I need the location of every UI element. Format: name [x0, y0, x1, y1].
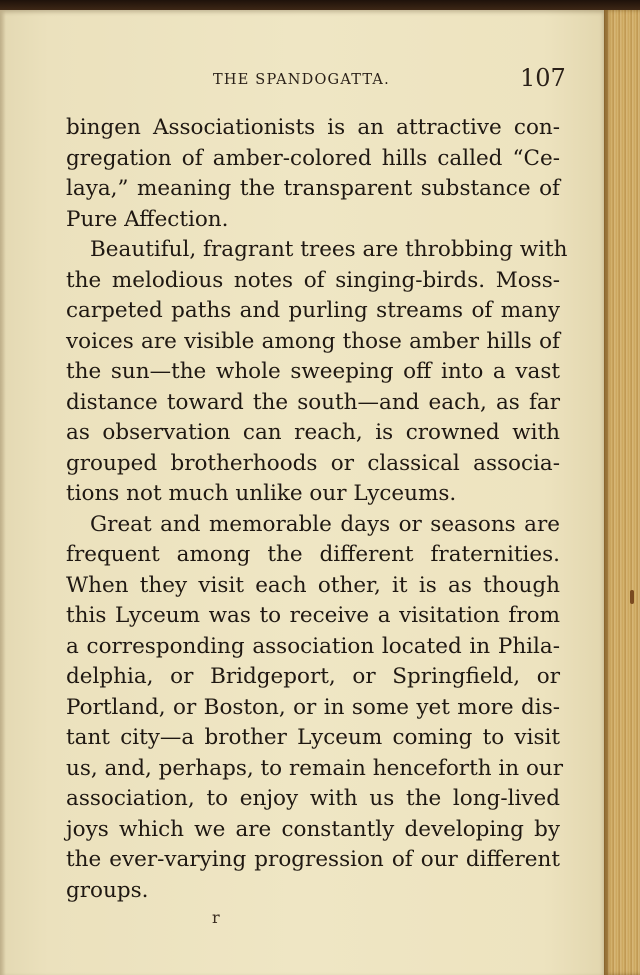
text-line: as observation can reach, is crowned with: [66, 420, 560, 445]
printer-mark: r: [212, 908, 220, 927]
text-line: voices are visible among those amber hills of: [66, 328, 560, 354]
text-line: tant city—a brother Lyceum coming to visit: [66, 725, 560, 750]
text-line: us, and, perhaps, to remain henceforth in our: [66, 755, 564, 781]
text-line: distance toward the south—and each, as far: [66, 389, 560, 415]
page-stack-shadow: [604, 10, 610, 975]
text-line: the ever-varying progression of our different: [66, 847, 560, 872]
text-line: bingen Associationists is an attractive con-: [66, 115, 560, 140]
body-text: [66, 113, 568, 906]
text-line: gregation of amber-colored hills called “Ce-: [66, 145, 560, 171]
text-line: joys which we are constantly developing by: [66, 816, 560, 842]
page-header: [0, 58, 604, 98]
text-line: the sun—the whole sweeping off into a vast: [66, 359, 560, 384]
text-line: association, to enjoy with us the long-lived: [66, 786, 560, 811]
page-number: 107: [520, 64, 566, 92]
text-line: delphia, or Bridgeport, or Springfield, or: [66, 664, 560, 689]
text-line: the melodious notes of singing-birds. Moss-: [66, 267, 560, 293]
text-line: a corresponding association located in Phila-: [66, 633, 560, 659]
text-line: tions not much unlike our Lyceums.: [66, 481, 457, 506]
text-line: frequent among the different fraternities.: [66, 542, 560, 567]
text-line: When they visit each other, it is as though: [66, 572, 560, 598]
text-line: grouped brotherhoods or classical associa-: [66, 450, 560, 476]
text-line: Pure Affection.: [66, 206, 229, 232]
page-gutter-shadow: [0, 10, 6, 975]
text-line: Portland, or Boston, or in some yet more dis-: [66, 694, 560, 720]
text-line: laya,” meaning the transparent substance of: [66, 176, 560, 201]
text-line: carpeted paths and purling streams of many: [66, 298, 560, 323]
text-line: this Lyceum was to receive a visitation from: [66, 603, 560, 628]
page-edge-mark: [630, 590, 634, 604]
running-head: THE SPANDOGATTA.: [213, 72, 390, 88]
text-line: groups.: [66, 877, 149, 903]
text-line: Beautiful, fragrant trees are throbbing with: [90, 237, 568, 262]
text-line: Great and memorable days or seasons are: [90, 511, 560, 537]
